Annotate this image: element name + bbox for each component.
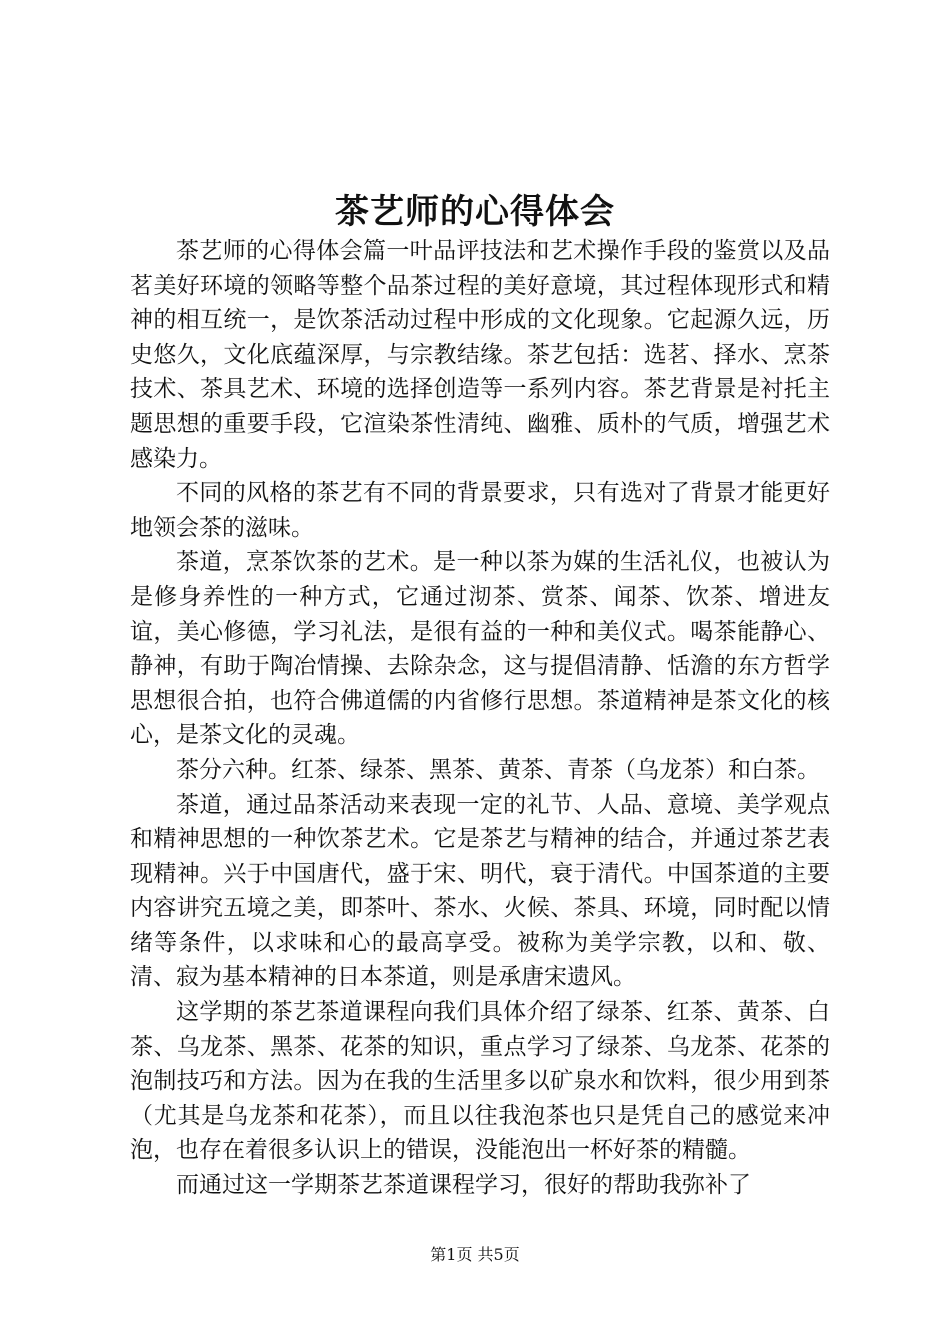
paragraph: 而通过这一学期茶艺茶道课程学习，很好的帮助我弥补了 [176, 1172, 751, 1199]
paragraph: 这学期的茶艺茶道课程向我们具体介绍了绿茶、红茶、黄茶、白茶、乌龙茶、黑茶、花茶的知识，重点学习了绿茶、乌龙茶、花茶的泡制技巧和方法。因为在我的生活里多以矿泉水和饮料，很少用到茶（尤其是乌龙茶和花茶），而且以往我泡茶也只是凭自己的感觉来冲泡，也存在着很多认识上的错误，没能泡出一杯好茶的精髓。 [130, 999, 830, 1164]
paragraph: 茶艺师的心得体会篇一叶品评技法和艺术操作手段的鉴赏以及品茗美好环境的领略等整个品茶过程的美好意境，其过程体现形式和精神的相互统一，是饮茶活动过程中形成的文化现象。它起源久远，历史悠久，文化底蕴深厚，与宗教结缘。茶艺包括：选茗、择水、烹茶技术、茶具艺术、环境的选择创造等一系列内容。茶艺背景是衬托主题思想的重要手段，它渲染茶性清纯、幽雅、质朴的气质，增强艺术感染力。 [130, 238, 830, 472]
document-body [130, 234, 830, 1203]
document-title: 茶艺师的心得体会 [335, 192, 615, 232]
paragraph: 茶道，烹茶饮茶的艺术。是一种以茶为媒的生活礼仪，也被认为是修身养性的一种方式，它通过沏茶、赏茶、闻茶、饮茶、增进友谊，美心修德，学习礼法，是很有益的一种和美仪式。喝茶能静心、静神，有助于陶冶情操、去除杂念，这与提倡清静、恬澹的东方哲学思想很合拍，也符合佛道儒的内省修行思想。茶道精神是茶文化的核心，是茶文化的灵魂。 [130, 549, 830, 749]
paragraph: 不同的风格的茶艺有不同的背景要求，只有选对了背景才能更好地领会茶的滋味。 [130, 480, 830, 541]
paragraph: 茶道，通过品茶活动来表现一定的礼节、人品、意境、美学观点和精神思想的一种饮茶艺术。它是茶艺与精神的结合，并通过茶艺表现精神。兴于中国唐代，盛于宋、明代，衰于清代。中国茶道的主要内容讲究五境之美，即茶叶、茶水、火候、茶具、环境，同时配以情绪等条件，以求味和心的最高享受。被称为美学宗教，以和、敬、清、寂为基本精神的日本茶道，则是承唐宋遗风。 [130, 791, 830, 991]
paragraph: 茶分六种。红茶、绿茶、黑茶、黄茶、青茶（乌龙茶）和白茶。 [176, 756, 820, 783]
page-footer: 第1页 共5页 [430, 1245, 520, 1264]
